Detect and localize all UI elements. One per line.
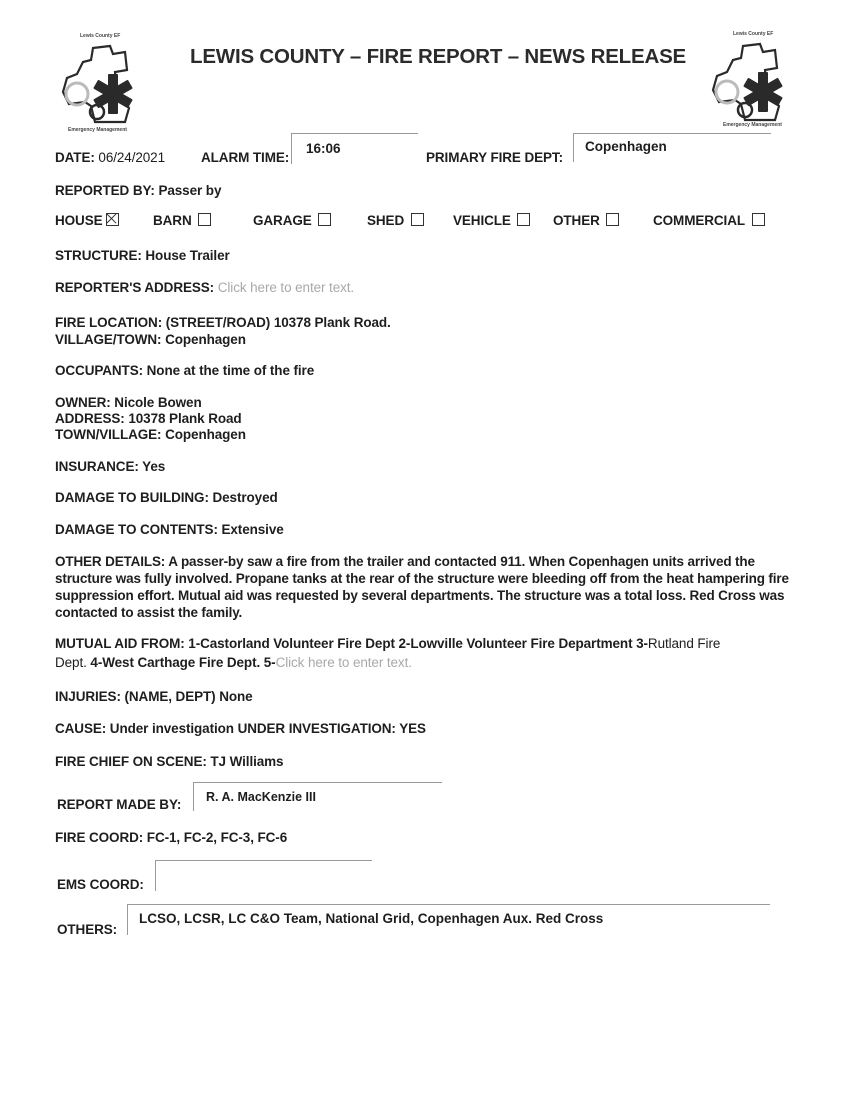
date-label — [55, 150, 165, 165]
logo-left-bottom-text: Emergency Management — [68, 127, 127, 133]
report-made-by-field[interactable] — [193, 782, 442, 811]
page-title: LEWIS COUNTY – FIRE REPORT – NEWS RELEASE — [190, 45, 687, 68]
checkbox-vehicle-label: VEHICLE — [453, 213, 511, 228]
reporter-address — [55, 280, 354, 295]
report-made-by-value: R. A. MacKenzie III — [206, 790, 316, 804]
logo-right — [703, 28, 803, 133]
structure-type-checkboxes — [55, 213, 815, 233]
damage-to-building: DAMAGE TO BUILDING: Destroyed — [55, 490, 278, 505]
reported-by: REPORTED BY: Passer by — [55, 183, 222, 198]
logo-left — [50, 30, 150, 135]
mutual-aid-rutland: Rutland Fire — [647, 636, 721, 651]
checkbox-empty-icon[interactable] — [517, 213, 530, 226]
checkbox-commercial[interactable] — [653, 213, 765, 228]
checkbox-garage[interactable] — [253, 213, 331, 228]
others-field[interactable] — [127, 904, 770, 935]
alarm-time-label: ALARM TIME: — [201, 150, 290, 165]
logo-left-top-text: Lewis County EF — [80, 33, 121, 39]
other-details: OTHER DETAILS: A passer-by saw a fire from the trailer and contacted 911. When Copenhagen units arrived the structure was fully involved. Propane tanks at the rear of the structure were bleeding off from the heat hampering fire suppression effort. Mutual aid was requested by several departments. The structure was a total loss. Red Cross was contacted to assist the family. — [55, 554, 789, 620]
reporter-address-label: REPORTER'S ADDRESS: — [55, 280, 215, 295]
checkbox-house-label: HOUSE — [55, 213, 103, 228]
checkbox-other[interactable] — [553, 213, 619, 228]
checkbox-empty-icon[interactable] — [318, 213, 331, 226]
mutual-aid-placeholder[interactable]: Click here to enter text. — [275, 655, 412, 670]
logo-right-bottom-text: Emergency Management — [723, 122, 782, 128]
checkbox-empty-icon[interactable] — [606, 213, 619, 226]
owner: OWNER: Nicole Bowen — [55, 395, 202, 410]
insurance: INSURANCE: Yes — [55, 459, 166, 474]
others-label: OTHERS: — [57, 922, 118, 937]
alarm-time-value: 16:06 — [306, 141, 341, 156]
structure: STRUCTURE: House Trailer — [55, 248, 230, 263]
logo-right-top-text: Lewis County EF — [733, 31, 774, 37]
village-town: VILLAGE/TOWN: Copenhagen — [55, 332, 246, 347]
date-label-text: DATE: — [55, 150, 95, 165]
checkbox-barn-label: BARN — [153, 213, 192, 228]
primary-dept-value: Copenhagen — [585, 139, 667, 154]
checkbox-commercial-label: COMMERCIAL — [653, 213, 745, 228]
checkbox-other-label: OTHER — [553, 213, 600, 228]
checkbox-shed-label: SHED — [367, 213, 405, 228]
primary-dept-label: PRIMARY FIRE DEPT: — [426, 150, 563, 165]
reporter-address-placeholder[interactable]: Click here to enter text. — [217, 280, 355, 295]
ems-coord-field[interactable] — [155, 860, 372, 891]
fire-location: FIRE LOCATION: (STREET/ROAD) 10378 Plank Road. — [55, 315, 391, 330]
others-value: LCSO, LCSR, LC C&O Team, National Grid, Copenhagen Aux. Red Cross — [139, 911, 604, 926]
fire-chief-on-scene: FIRE CHIEF ON SCENE: TJ Williams — [55, 754, 284, 769]
county-map-star-of-life-icon — [55, 42, 147, 124]
checkbox-empty-icon[interactable] — [411, 213, 424, 226]
checkbox-garage-label: GARAGE — [253, 213, 312, 228]
cause: CAUSE: Under investigation UNDER INVESTIGATION: YES — [55, 721, 426, 736]
checkbox-empty-icon[interactable] — [752, 213, 765, 226]
mutual-aid-text-2: 4-West Carthage Fire Dept. 5- — [86, 655, 276, 670]
checkbox-house[interactable] — [55, 213, 119, 228]
county-map-star-of-life-icon — [705, 40, 797, 122]
checkbox-vehicle[interactable] — [453, 213, 530, 228]
date-value: 06/24/2021 — [98, 150, 165, 165]
damage-to-contents: DAMAGE TO CONTENTS: Extensive — [55, 522, 284, 537]
report-made-by-label: REPORT MADE BY: — [57, 797, 182, 812]
fire-coord: FIRE COORD: FC-1, FC-2, FC-3, FC-6 — [55, 830, 288, 845]
primary-dept-field[interactable] — [573, 133, 771, 162]
ems-coord-label: EMS COORD: — [57, 877, 144, 892]
mutual-aid-text: MUTUAL AID FROM: 1-Castorland Volunteer Fire Dept 2-Lowville Volunteer Fire Department 3- — [55, 636, 648, 651]
checkbox-checked-icon[interactable] — [106, 213, 119, 226]
mutual-aid-dept: Dept. — [55, 655, 87, 670]
alarm-time-field[interactable] — [291, 133, 418, 164]
checkbox-barn[interactable] — [153, 213, 211, 228]
owner-town-village: TOWN/VILLAGE: Copenhagen — [55, 427, 246, 442]
occupants: OCCUPANTS: None at the time of the fire — [55, 363, 315, 378]
checkbox-shed[interactable] — [367, 213, 424, 228]
checkbox-empty-icon[interactable] — [198, 213, 211, 226]
owner-address: ADDRESS: 10378 Plank Road — [55, 411, 242, 426]
injuries: INJURIES: (NAME, DEPT) None — [55, 689, 253, 704]
mutual-aid-line-1 — [55, 636, 720, 651]
mutual-aid-line-2 — [55, 655, 412, 670]
